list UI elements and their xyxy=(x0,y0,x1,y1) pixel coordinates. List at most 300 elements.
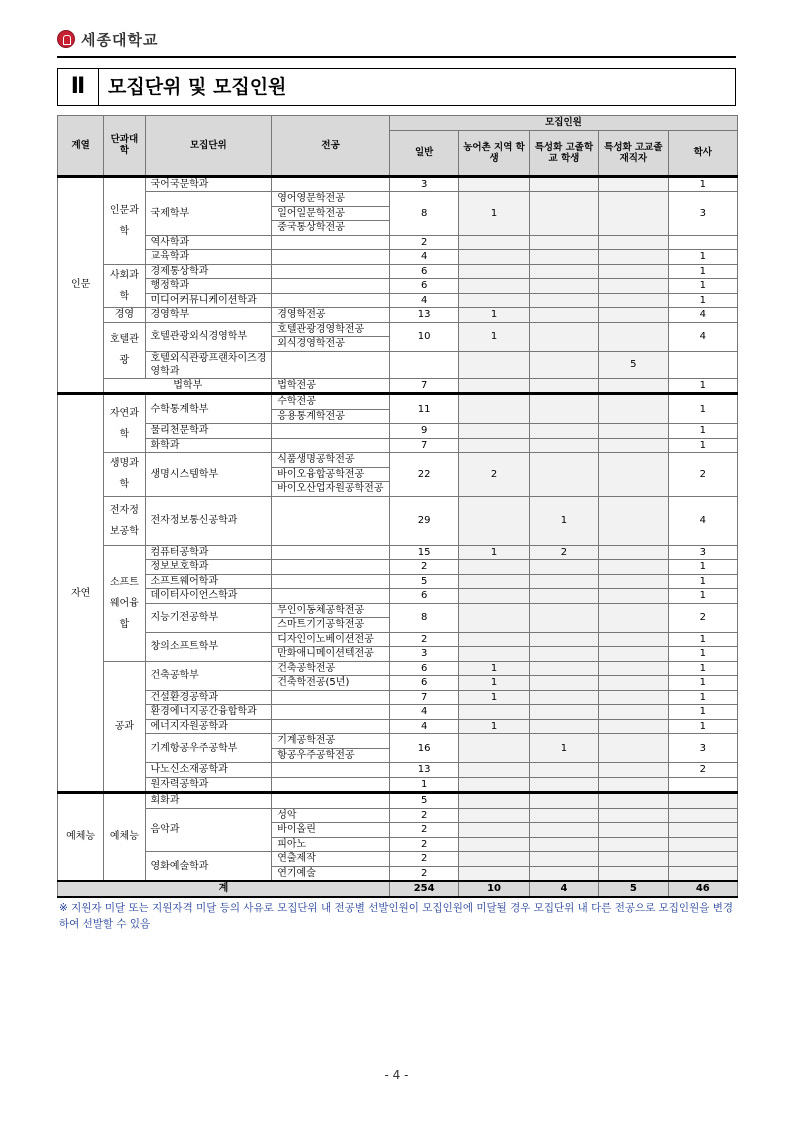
col-unit: 모집단위 xyxy=(145,116,272,177)
specialized-cell xyxy=(529,808,598,823)
general-cell: 13 xyxy=(389,308,458,323)
table-row xyxy=(58,734,738,749)
bachelor-cell: 3 xyxy=(668,734,737,763)
specialized-cell xyxy=(529,793,598,809)
unit-cell: 지능기전공학부 xyxy=(145,603,272,632)
specialized-cell xyxy=(529,424,598,439)
specialized-cell xyxy=(529,453,598,497)
specialized-cell xyxy=(529,837,598,852)
worker-cell xyxy=(599,866,668,881)
college-cell: 인문과학 xyxy=(104,176,145,264)
worker-cell xyxy=(599,734,668,763)
rural-cell: 1 xyxy=(459,719,529,734)
worker-cell xyxy=(599,574,668,589)
general-cell: 2 xyxy=(389,837,458,852)
bachelor-cell: 1 xyxy=(668,560,737,575)
rural-cell xyxy=(459,574,529,589)
worker-cell xyxy=(599,496,668,545)
worker-cell xyxy=(599,424,668,439)
rural-cell: 1 xyxy=(459,192,529,236)
bachelor-cell: 1 xyxy=(668,424,737,439)
worker-cell xyxy=(599,852,668,867)
bachelor-cell xyxy=(668,808,737,823)
major-cell xyxy=(272,574,390,589)
college-cell: 경영 xyxy=(104,308,145,323)
page-header xyxy=(57,28,736,58)
worker-cell xyxy=(599,378,668,394)
general-cell: 2 xyxy=(389,866,458,881)
major-cell xyxy=(272,690,390,705)
rural-cell xyxy=(459,589,529,604)
rural-cell xyxy=(459,176,529,192)
specialized-cell xyxy=(529,378,598,394)
major-cell: 항공우주공학전공 xyxy=(272,748,390,763)
table-row xyxy=(58,589,738,604)
general-cell: 7 xyxy=(389,378,458,394)
worker-cell xyxy=(599,676,668,691)
bachelor-cell: 1 xyxy=(668,589,737,604)
major-cell: 연출제작 xyxy=(272,852,390,867)
bachelor-cell: 1 xyxy=(668,293,737,308)
specialized-cell xyxy=(529,176,598,192)
table-row xyxy=(58,378,738,394)
bachelor-cell: 4 xyxy=(668,322,737,351)
general-cell: 2 xyxy=(389,852,458,867)
total-bachelor: 46 xyxy=(668,881,737,897)
university-name: 세종대학교 xyxy=(81,31,159,49)
col-specialized: 특성화 고졸학교 학생 xyxy=(529,130,598,176)
worker-cell xyxy=(599,192,668,236)
unit-cell: 창의소프트학부 xyxy=(145,632,272,661)
worker-cell xyxy=(599,690,668,705)
bachelor-cell: 1 xyxy=(668,690,737,705)
total-rural: 10 xyxy=(459,881,529,897)
bachelor-cell: 1 xyxy=(668,676,737,691)
field-cell: 인문 xyxy=(58,176,104,394)
general-cell: 2 xyxy=(389,560,458,575)
table-row xyxy=(58,661,738,676)
rural-cell xyxy=(459,394,529,424)
worker-cell xyxy=(599,545,668,560)
unit-cell: 건축공학부 xyxy=(145,661,272,690)
college-cell: 소프트웨어융합 xyxy=(104,545,145,661)
major-cell xyxy=(272,763,390,778)
unit-cell: 데이터사이언스학과 xyxy=(145,589,272,604)
major-cell: 경영학전공 xyxy=(272,308,390,323)
worker-cell xyxy=(599,647,668,662)
unit-cell: 국제학부 xyxy=(145,192,272,236)
table-row xyxy=(58,279,738,294)
major-cell: 일어일문학전공 xyxy=(272,206,390,221)
table-row xyxy=(58,293,738,308)
col-field: 계열 xyxy=(58,116,104,177)
specialized-cell xyxy=(529,250,598,265)
general-cell: 3 xyxy=(389,647,458,662)
rural-cell: 1 xyxy=(459,308,529,323)
page-number: - 4 - xyxy=(384,1068,409,1082)
bachelor-cell: 2 xyxy=(668,763,737,778)
bachelor-cell: 1 xyxy=(668,647,737,662)
col-major: 전공 xyxy=(272,116,390,177)
section-title: 모집단위 및 모집인원 xyxy=(108,76,287,98)
unit-cell: 호텔관광외식경영학부 xyxy=(145,322,272,351)
rural-cell: 1 xyxy=(459,690,529,705)
table-row xyxy=(58,545,738,560)
specialized-cell xyxy=(529,661,598,676)
worker-cell xyxy=(599,705,668,720)
general-cell: 6 xyxy=(389,589,458,604)
bachelor-cell: 1 xyxy=(668,438,737,453)
unit-cell: 회화과 xyxy=(145,793,272,809)
table-row xyxy=(58,453,738,468)
general-cell: 7 xyxy=(389,438,458,453)
bachelor-cell: 2 xyxy=(668,603,737,632)
college-cell: 호텔관광 xyxy=(104,322,145,378)
col-general: 일반 xyxy=(389,130,458,176)
general-cell: 4 xyxy=(389,705,458,720)
worker-cell xyxy=(599,808,668,823)
unit-cell: 미디어커뮤니케이션학과 xyxy=(145,293,272,308)
bachelor-cell: 3 xyxy=(668,545,737,560)
general-cell xyxy=(389,351,458,378)
general-cell: 3 xyxy=(389,176,458,192)
specialized-cell xyxy=(529,866,598,881)
rural-cell xyxy=(459,852,529,867)
major-cell: 응용통계학전공 xyxy=(272,409,390,424)
bachelor-cell: 1 xyxy=(668,394,737,424)
table-row xyxy=(58,632,738,647)
general-cell: 6 xyxy=(389,279,458,294)
major-cell: 기계공학전공 xyxy=(272,734,390,749)
table-row xyxy=(58,777,738,793)
major-cell: 스마트기기공학전공 xyxy=(272,618,390,633)
specialized-cell xyxy=(529,574,598,589)
college-cell: 생명과학 xyxy=(104,453,145,497)
bachelor-cell: 4 xyxy=(668,496,737,545)
table-row xyxy=(58,574,738,589)
worker-cell xyxy=(599,264,668,279)
general-cell: 22 xyxy=(389,453,458,497)
worker-cell xyxy=(599,823,668,838)
col-rural: 농어촌 지역 학생 xyxy=(459,130,529,176)
general-cell: 5 xyxy=(389,574,458,589)
rural-cell: 1 xyxy=(459,545,529,560)
bachelor-cell: 1 xyxy=(668,264,737,279)
worker-cell xyxy=(599,250,668,265)
major-cell xyxy=(272,264,390,279)
unit-cell: 행정학과 xyxy=(145,279,272,294)
specialized-cell xyxy=(529,632,598,647)
unit-cell: 화학과 xyxy=(145,438,272,453)
rural-cell xyxy=(459,250,529,265)
col-worker: 특성화 고교졸 재직자 xyxy=(599,130,668,176)
specialized-cell xyxy=(529,235,598,250)
general-cell: 9 xyxy=(389,424,458,439)
table-row xyxy=(58,394,738,410)
unit-cell: 에너지자원공학과 xyxy=(145,719,272,734)
unit-cell: 생명시스템학부 xyxy=(145,453,272,497)
university-logo-icon xyxy=(57,30,75,48)
unit-cell: 역사학과 xyxy=(145,235,272,250)
major-cell: 건축공학전공 xyxy=(272,661,390,676)
rural-cell xyxy=(459,837,529,852)
major-cell: 수학전공 xyxy=(272,394,390,410)
bachelor-cell: 1 xyxy=(668,632,737,647)
table-row xyxy=(58,176,738,192)
general-cell: 6 xyxy=(389,661,458,676)
specialized-cell xyxy=(529,308,598,323)
unit-cell: 법학부 xyxy=(104,378,272,394)
general-cell: 15 xyxy=(389,545,458,560)
rural-cell: 1 xyxy=(459,661,529,676)
general-cell: 8 xyxy=(389,603,458,632)
table-row xyxy=(58,438,738,453)
unit-cell: 환경에너지공간융합학과 xyxy=(145,705,272,720)
major-cell xyxy=(272,560,390,575)
worker-cell xyxy=(599,719,668,734)
worker-cell xyxy=(599,763,668,778)
major-cell: 호텔관광경영학전공 xyxy=(272,322,390,337)
rural-cell: 1 xyxy=(459,322,529,351)
worker-cell xyxy=(599,176,668,192)
major-cell: 외식경영학전공 xyxy=(272,337,390,352)
total-row xyxy=(58,881,738,897)
table-row xyxy=(58,793,738,809)
bachelor-cell xyxy=(668,351,737,378)
general-cell: 1 xyxy=(389,777,458,793)
worker-cell xyxy=(599,560,668,575)
rural-cell xyxy=(459,866,529,881)
footnote: ※ 지원자 미달 또는 지원자격 미달 등의 사유로 모집단위 내 전공별 선발인원이 모집인원에 미달될 경우 모집단위 내 다른 전공으로 모집인원을 변경하여 선발할 수 있음 xyxy=(59,902,733,930)
unit-cell: 음악과 xyxy=(145,808,272,852)
worker-cell xyxy=(599,632,668,647)
general-cell: 13 xyxy=(389,763,458,778)
total-worker: 5 xyxy=(599,881,668,897)
section-title-box xyxy=(57,68,736,106)
table-row xyxy=(58,264,738,279)
table-row xyxy=(58,496,738,545)
major-cell: 연기예술 xyxy=(272,866,390,881)
worker-cell xyxy=(599,279,668,294)
major-cell: 피아노 xyxy=(272,837,390,852)
rural-cell xyxy=(459,808,529,823)
unit-cell: 호텔외식관광프랜차이즈경영학과 xyxy=(145,351,272,378)
bachelor-cell: 1 xyxy=(668,574,737,589)
table-row xyxy=(58,808,738,823)
rural-cell xyxy=(459,235,529,250)
unit-cell: 정보보호학과 xyxy=(145,560,272,575)
rural-cell xyxy=(459,424,529,439)
college-cell: 예체능 xyxy=(104,793,145,882)
specialized-cell: 1 xyxy=(529,496,598,545)
specialized-cell xyxy=(529,647,598,662)
worker-cell xyxy=(599,438,668,453)
total-label: 계 xyxy=(58,881,390,897)
specialized-cell xyxy=(529,852,598,867)
major-cell: 중국통상학전공 xyxy=(272,221,390,236)
major-cell: 무인이동체공학전공 xyxy=(272,603,390,618)
admission-quota-table xyxy=(57,115,738,898)
bachelor-cell: 1 xyxy=(668,250,737,265)
specialized-cell xyxy=(529,823,598,838)
unit-cell: 소프트웨어학과 xyxy=(145,574,272,589)
unit-cell: 기계항공우주공학부 xyxy=(145,734,272,763)
unit-cell: 경제통상학과 xyxy=(145,264,272,279)
worker-cell xyxy=(599,322,668,351)
specialized-cell xyxy=(529,322,598,351)
rural-cell xyxy=(459,279,529,294)
col-college: 단과대학 xyxy=(104,116,145,177)
field-cell: 자연 xyxy=(58,394,104,793)
bachelor-cell xyxy=(668,852,737,867)
major-cell: 디자인이노베이션전공 xyxy=(272,632,390,647)
unit-cell: 건설환경공학과 xyxy=(145,690,272,705)
worker-cell xyxy=(599,589,668,604)
unit-cell: 전자정보통신공학과 xyxy=(145,496,272,545)
major-cell: 성악 xyxy=(272,808,390,823)
college-cell: 전자정보공학 xyxy=(104,496,145,545)
table-row xyxy=(58,192,738,207)
major-cell xyxy=(272,545,390,560)
worker-cell xyxy=(599,293,668,308)
general-cell: 2 xyxy=(389,235,458,250)
general-cell: 4 xyxy=(389,293,458,308)
rural-cell xyxy=(459,632,529,647)
specialized-cell: 2 xyxy=(529,545,598,560)
rural-cell xyxy=(459,264,529,279)
major-cell xyxy=(272,793,390,809)
specialized-cell xyxy=(529,603,598,632)
worker-cell xyxy=(599,394,668,424)
bachelor-cell: 1 xyxy=(668,176,737,192)
specialized-cell xyxy=(529,279,598,294)
table-row xyxy=(58,351,738,378)
worker-cell xyxy=(599,235,668,250)
major-cell: 바이오융합공학전공 xyxy=(272,467,390,482)
bachelor-cell xyxy=(668,866,737,881)
specialized-cell xyxy=(529,763,598,778)
general-cell: 4 xyxy=(389,719,458,734)
general-cell: 4 xyxy=(389,250,458,265)
major-cell xyxy=(272,589,390,604)
unit-cell: 교육학과 xyxy=(145,250,272,265)
table-row xyxy=(58,250,738,265)
college-cell: 공과 xyxy=(104,661,145,793)
section-number: Ⅱ xyxy=(58,69,99,105)
rural-cell xyxy=(459,438,529,453)
table-row xyxy=(58,560,738,575)
unit-cell: 영화예술학과 xyxy=(145,852,272,882)
major-cell xyxy=(272,176,390,192)
bachelor-cell: 1 xyxy=(668,661,737,676)
rural-cell xyxy=(459,793,529,809)
specialized-cell xyxy=(529,676,598,691)
table-row xyxy=(58,719,738,734)
major-cell xyxy=(272,279,390,294)
general-cell: 7 xyxy=(389,690,458,705)
unit-cell: 수학통계학부 xyxy=(145,394,272,424)
table-row xyxy=(58,705,738,720)
specialized-cell xyxy=(529,560,598,575)
major-cell xyxy=(272,496,390,545)
general-cell: 6 xyxy=(389,264,458,279)
rural-cell xyxy=(459,763,529,778)
major-cell xyxy=(272,424,390,439)
worker-cell xyxy=(599,603,668,632)
unit-cell: 컴퓨터공학과 xyxy=(145,545,272,560)
major-cell: 영어영문학전공 xyxy=(272,192,390,207)
major-cell xyxy=(272,250,390,265)
table-row xyxy=(58,763,738,778)
bachelor-cell: 1 xyxy=(668,705,737,720)
general-cell: 2 xyxy=(389,632,458,647)
table-header-row xyxy=(58,116,738,131)
table-row xyxy=(58,235,738,250)
table-row xyxy=(58,603,738,618)
major-cell xyxy=(272,777,390,793)
bachelor-cell: 1 xyxy=(668,378,737,394)
table-row xyxy=(58,852,738,867)
rural-cell xyxy=(459,603,529,632)
general-cell: 5 xyxy=(389,793,458,809)
col-bachelor: 학사 xyxy=(668,130,737,176)
major-cell: 법학전공 xyxy=(272,378,390,394)
general-cell: 2 xyxy=(389,808,458,823)
rural-cell: 1 xyxy=(459,676,529,691)
general-cell: 29 xyxy=(389,496,458,545)
bachelor-cell xyxy=(668,777,737,793)
field-cell: 예체능 xyxy=(58,793,104,882)
worker-cell xyxy=(599,777,668,793)
major-cell xyxy=(272,235,390,250)
bachelor-cell xyxy=(668,823,737,838)
specialized-cell xyxy=(529,264,598,279)
general-cell: 11 xyxy=(389,394,458,424)
rural-cell xyxy=(459,293,529,308)
bachelor-cell: 1 xyxy=(668,279,737,294)
specialized-cell xyxy=(529,351,598,378)
specialized-cell xyxy=(529,589,598,604)
specialized-cell xyxy=(529,719,598,734)
general-cell: 16 xyxy=(389,734,458,763)
general-cell: 2 xyxy=(389,823,458,838)
unit-cell: 물리천문학과 xyxy=(145,424,272,439)
worker-cell xyxy=(599,453,668,497)
rural-cell xyxy=(459,734,529,763)
rural-cell xyxy=(459,351,529,378)
table-row xyxy=(58,308,738,323)
unit-cell: 나노신소재공학과 xyxy=(145,763,272,778)
general-cell: 10 xyxy=(389,322,458,351)
specialized-cell xyxy=(529,705,598,720)
worker-cell xyxy=(599,661,668,676)
rural-cell xyxy=(459,378,529,394)
specialized-cell: 1 xyxy=(529,734,598,763)
rural-cell xyxy=(459,705,529,720)
general-cell: 8 xyxy=(389,192,458,236)
major-cell: 바이오산업자원공학전공 xyxy=(272,482,390,497)
specialized-cell xyxy=(529,690,598,705)
rural-cell xyxy=(459,647,529,662)
major-cell xyxy=(272,719,390,734)
worker-cell xyxy=(599,793,668,809)
bachelor-cell: 3 xyxy=(668,192,737,236)
unit-cell: 국어국문학과 xyxy=(145,176,272,192)
specialized-cell xyxy=(529,293,598,308)
worker-cell xyxy=(599,837,668,852)
specialized-cell xyxy=(529,438,598,453)
college-cell: 사회과학 xyxy=(104,264,145,308)
